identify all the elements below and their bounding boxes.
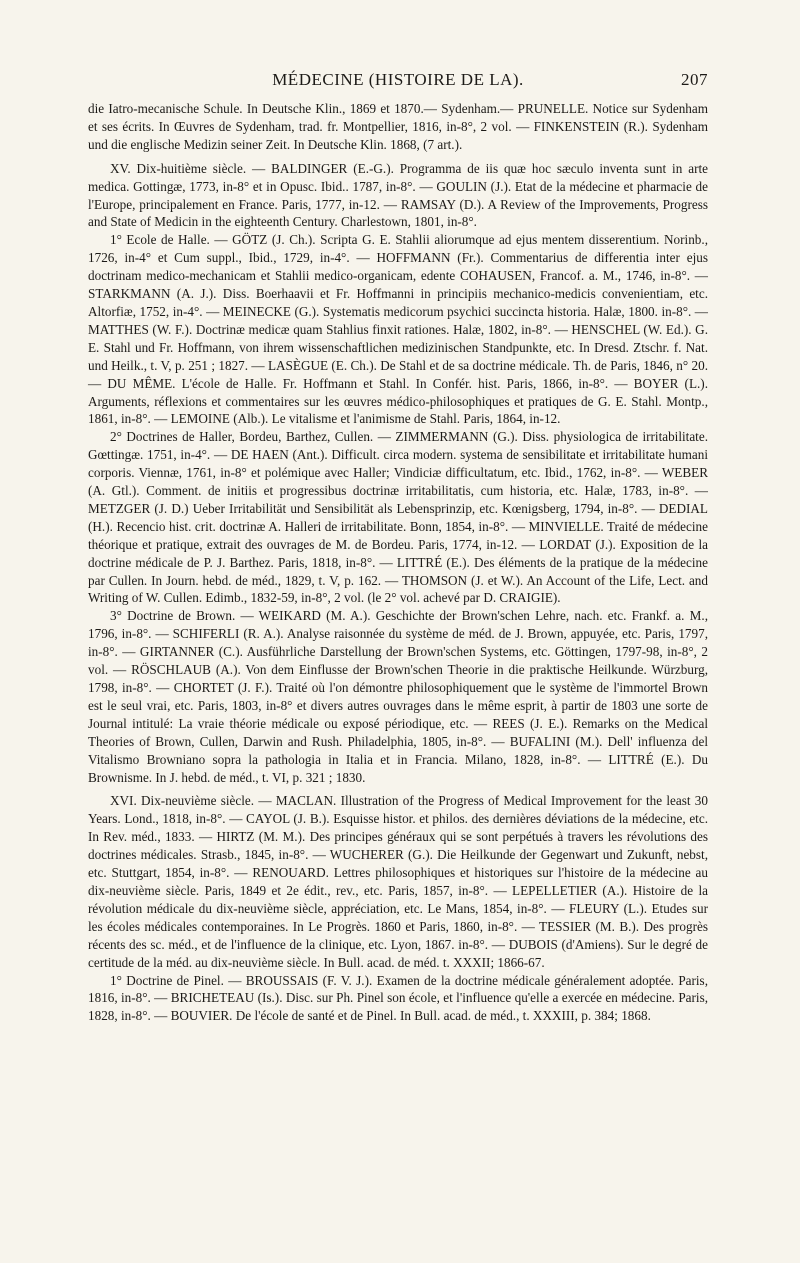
running-header [88,70,708,94]
paragraph-haller-bordeu-barthez-cullen: 2° Doctrines de Haller, Bordeu, Barthez, Cullen. — ZIMMERMANN (G.). Diss. physiologica de irritabilitate. Gœttingæ. 1751, in-4°. — DE HAEN (Ant.). Difficult. circa modern. systema de sensibilitate et irritabilitate humani corporis. Viennæ, 1761, in-8° et polémique avec Haller; Vindiciæ difficultatum, etc. Ibid., 1762, in-8°. — WEBER (A. Gtl.). Comment. de initiis et progressibus doctrinæ irritabilitatis, cum historia, etc. Halæ, 1783, in-8°. — METZGER (J. D.) Ueber Irritabilität und Sensibilität als Lebensprinzip, etc. Kœnigsberg, 1794, in-8°. — DEDIAL (H.). Recencio hist. crit. doctrinæ A. Halleri de irritabilitate. Bonn, 1854, in-8°. — MINVIELLE. Traité de médecine théorique et pratique, extrait des ouvrages de M. de Bordeu. Paris, 1774, in-12. — LORDAT (J.). Exposition de la doctrine médicale de P. J. Barthez. Paris, 1818, in-8°. — LITTRÉ (E.). Des éléments de la pratique de la médecine par Cullen. In Journ. hebd. de méd., 1829, t. V, p. 162. — THOMSON (J. et W.). An Account of the Life, Lect. and Writing of W. Cullen. Edimb., 1832-59, in-8°, 2 vol. (le 2° vol. achevé par D. CRAIGIE). [88,429,708,606]
paragraph-doctrine-de-brown: 3° Doctrine de Brown. — WEIKARD (M. A.). Geschichte der Brown'schen Lehre, nach. etc. Frankf. a. M., 1796, in-8°. — SCHIFERLI (R. A.). Analyse raisonnée du système de méd. de J. Brown, appuyée, etc. Paris, 1797, in-8°. — GIRTANNER (C.). Ausführliche Darstellung der Brown'schen Systems, etc. Göttingen, 1797-98, in-8°, 2 vol. — RÖSCHLAUB (A.). Von dem Einflusse der Brown'schen Theorie in die praktische Heilkunde. Würzburg, 1798, in-8°. — CHORTET (J. F.). Traité où l'on démontre philosophiquement que le système de l'immortel Brown est le seul vrai, etc. Paris, 1803, in-8° et divers autres ouvrages dans le même esprit, à partir de 1803 une sorte de Journal intitulé: La vraie théorie médicale ou exposé périodique, etc. — REES (J. E.). Remarks on the Medical Theories of Brown, Cullen, Darwin and Rush. Philadelphia, 1805, in-8°. — BUFALINI (M.). Dell' influenza del Vitalismo Browniano sopra la pathologia in Italia et in Francia. Milano, 1828, in-8°. — LITTRÉ (E.). Du Brownisme. In J. hebd. de méd., t. VI, p. 321 ; 1830. [88,608,708,785]
paragraph-xviii-century: XV. Dix-huitième siècle. — BALDINGER (E.-G.). Programma de iis quæ hoc sæculo inventa sunt in arte medica. Gottingæ, 1773, in-8° et in Opusc. Ibid.. 1787, in-8°. — GOULIN (J.). Etat de la médecine et pharmacie de l'Europe, principalement en France. Paris, 1777, in-12. — RAMSAY (D.). A Review of the Improvements, Progress and State of Medicin in the eighteenth Century. Charlestown, 1801, in-8°. [88,160,708,230]
running-title: MÉDECINE (HISTOIRE DE LA). [272,70,524,89]
text-body [88,100,708,1025]
paragraph-sydenham-continued: die Iatro-mecanische Schule. In Deutsche Klin., 1869 et 1870.— Sydenham.— PRUNELLE. Notice sur Sydenham et ses écrits. In Œuvres de Sydenham, trad. fr. Montpellier, 1816, in-8°, 2 vol. — FINKENSTEIN (R.). Sydenham und die englische Medizin seiner Zeit. In Deutsche Klin. 1868, (7 art.). [88,101,708,152]
page-number: 207 [681,70,708,89]
paragraph-doctrine-de-pinel: 1° Doctrine de Pinel. — BROUSSAIS (F. V. J.). Examen de la doctrine médicale généralement adoptée. Paris, 1816, in-8°. — BRICHETEAU (Is.). Disc. sur Ph. Pinel son école, et l'influence qu'elle a exercée en médecine. Paris, 1828, in-8°. — BOUVIER. De l'école de santé et de Pinel. In Bull. acad. de méd., t. XXXIII, p. 384; 1868. [88,972,708,1024]
paragraph-ecole-de-halle: 1° Ecole de Halle. — GÖTZ (J. Ch.). Scripta G. E. Stahlii aliorumque ad ejus mentem disserentium. Norinb., 1726, in-4° et Cum suppl., Ibid., 1729, in-4°. — HOFFMANN (Fr.). Commentarius de differentia inter ejus doctrinam medico-mechanicam et Stahlii medico-organicam, edente COHAUSEN, Francof. a. M., 1746, in-8°. — STARKMANN (A. J.). Diss. Boerhaavii et Fr. Hoffmanni in principiis mechanico-medicis convenientiam, etc. Altorfiæ, 1752, in-4°. — MEINECKE (G.). Systematis medicorum psychici succincta historia. Halæ, 1800. in-8°. — MATTHES (W. F.). Doctrinæ medicæ quam Stahlius finxit rationes. Halæ, 1802, in-8°. — HENSCHEL (W. Ed.). G. E. Stahl und Fr. Hoffmann, von ihrem wissenschaftlichen medizinischen Standpunkte, etc. In Dresd. Ztschr. f. Nat. und Heilk., t. V, p. 251 ; 1827. — LASÈGUE (E. Ch.). De Stahl et de sa doctrine médicale. Th. de Paris, 1846, n° 20. — DU MÊME. L'école de Halle. Fr. Hoffmann et Stahl. In Confér. hist. Paris, 1866, in-8°. — BOYER (L.). Arguments, réflexions et commentaires sur les œuvres médico-philosophiques et pratiques de G. E. Stahl. Montp., 1861, in-8°. — LEMOINE (Alb.). Le vitalisme et l'animisme de Stahl. Paris, 1864, in-12. [88,232,708,427]
paragraph-xix-century: XVI. Dix-neuvième siècle. — MACLAN. Illustration of the Progress of Medical Improvement for the least 30 Years. Lond., 1818, in-8°. — CAYOL (J. B.). Esquisse histor. et philos. des dernières déviations de la médecine, etc. In Rev. méd., 1833. — HIRTZ (M. M.). Des principes généraux qui se sont perpétués à travers les révolutions des doctrines médicales. Strasb., 1845, in-8°. — WUCHERER (G.). Die Heilkunde der Gegenwart und Zukunft, nebst, etc. Stuttgart, 1854, in-8°. — RENOUARD. Lettres philosophiques et historiques sur l'histoire de la médecine au dix-neuvième siècle. Paris, 1849 et 2e édit., rev., etc. Paris, 1857, in-8°. — LEPELLETIER (A.). Histoire de la révolution médicale du dix-neuvième siècle, appréciation, etc. Le Mans, 1854, in-8°. — FLEURY (L.). Etudes sur les écoles médicales contemporaines. In Le Progrès. 1860 et Paris, 1860, in-8°. — TESSIER (M. B.). Des progrès récents des sc. méd., et de l'influence de la clinique, etc. Lyon, 1867. in-8°. — DUBOIS (d'Amiens). Sur le degré de certitude de la méd. au dix-neuvième siècle. In Bull. acad. de méd. t. XXXII; 1866-67. [88,793,708,970]
